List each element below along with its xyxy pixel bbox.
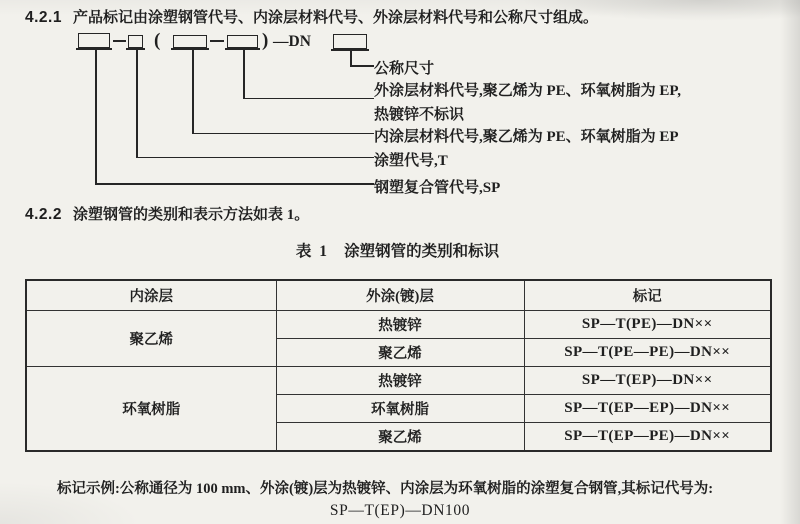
table-row	[26, 311, 771, 339]
header-inner-coating: 内涂层	[26, 280, 276, 311]
marking-example-code: SP—T(EP)—DN100	[329, 502, 471, 519]
cell-outer-coating: 环氧树脂	[276, 395, 524, 423]
cell-outer-coating: 热镀锌	[276, 367, 524, 395]
connector-line	[95, 50, 97, 184]
diagram-label-galvanized-note: 热镀锌不标识	[374, 107, 465, 123]
diagram-label-outer-coating: 外涂层材料代号,聚乙烯为 PE、环氧树脂为 EP,	[374, 83, 681, 99]
cell-mark: SP—T(EP—PE)—DN××	[524, 423, 771, 452]
cell-mark: SP—T(EP—EP)—DN××	[524, 395, 771, 423]
diagram-dash	[210, 40, 224, 42]
marking-example-text: 标记示例:公称通径为 100 mm、外涂(镀)层为热镀锌、内涂层为环氧树脂的涂塑复合钢管,其标记代号为:	[57, 481, 714, 497]
cell-outer-coating: 聚乙烯	[276, 339, 524, 367]
header-outer-coating: 外涂(镀)层	[276, 280, 524, 311]
diagram-box-outer-layer-code	[227, 35, 258, 48]
diagram-label-nominal-size: 公称尺寸	[374, 61, 435, 77]
cell-mark: SP—T(PE—PE)—DN××	[524, 339, 771, 367]
clause-4-2-2	[25, 203, 309, 224]
diagram-box-base	[76, 48, 112, 50]
diagram-box-inner-layer-code	[173, 35, 207, 48]
clause-number: 4.2.1	[25, 9, 62, 26]
clause-text: 涂塑钢管的类别和表示方法如表 1。	[72, 207, 310, 223]
diagram-dash	[113, 40, 126, 42]
connector-line	[243, 98, 374, 100]
table-title-text: 涂塑钢管的类别和标识	[344, 243, 500, 260]
connector-line	[350, 65, 374, 67]
cell-inner-coating: 环氧树脂	[26, 367, 276, 452]
diagram-label-coating-code: 涂塑代号,T	[374, 153, 448, 169]
cell-outer-coating: 热镀锌	[276, 311, 524, 339]
cell-mark: SP—T(PE)—DN××	[524, 311, 771, 339]
table-header-row	[26, 280, 771, 311]
open-paren: (	[154, 30, 161, 51]
diagram-box-nominal-size	[333, 34, 367, 49]
header-mark: 标记	[524, 280, 771, 311]
clause-number: 4.2.2	[25, 206, 62, 223]
diagram-label-sp-code: 钢塑复合管代号,SP	[374, 180, 501, 196]
connector-line	[95, 183, 374, 185]
clause-4-2-1	[25, 6, 598, 27]
close-paren: )	[262, 30, 269, 51]
diagram-box-coating-code	[128, 35, 143, 48]
table-row	[26, 367, 771, 395]
table-number: 表 1	[295, 243, 330, 260]
diagram-label-inner-coating: 内涂层材料代号,聚乙烯为 PE、环氧树脂为 EP	[374, 129, 679, 145]
classification-table	[25, 279, 772, 452]
clause-text: 产品标记由涂塑钢管代号、内涂层材料代号、外涂层材料代号和公称尺寸组成。	[72, 10, 598, 26]
cell-inner-coating: 聚乙烯	[26, 311, 276, 367]
table-title	[25, 239, 770, 261]
connector-line	[243, 50, 245, 99]
connector-line	[192, 133, 374, 135]
cell-mark: SP—T(EP)—DN××	[524, 367, 771, 395]
dn-label: —DN	[273, 33, 311, 50]
connector-line	[136, 157, 374, 159]
diagram-box-sp-code	[78, 33, 110, 48]
diagram-box-base	[171, 48, 209, 50]
connector-line	[192, 50, 194, 134]
cell-outer-coating: 聚乙烯	[276, 423, 524, 452]
connector-line	[350, 51, 352, 66]
connector-line	[136, 50, 138, 158]
